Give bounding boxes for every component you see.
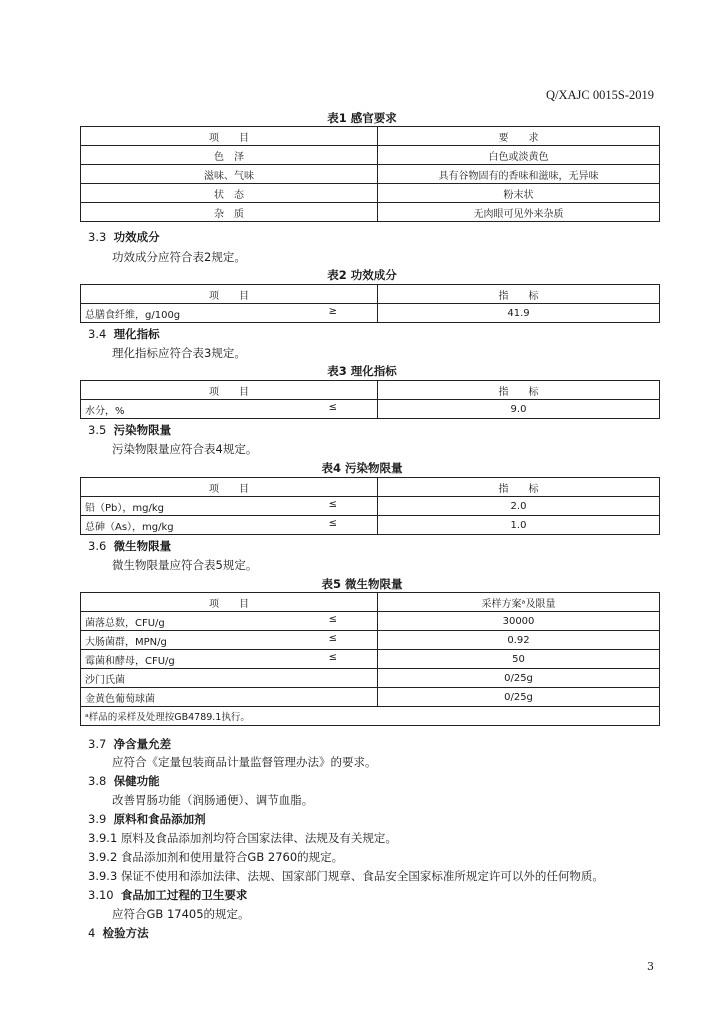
table-header-cell: 采样方案ᵃ及限量 — [378, 593, 660, 612]
table-cell — [81, 688, 378, 707]
table-row — [81, 669, 660, 688]
table-cell — [81, 669, 378, 688]
section-number: 4 — [88, 926, 96, 940]
table-row — [81, 650, 660, 669]
table5-caption: 表5 微生物限量 — [321, 577, 403, 591]
operator: ≤ — [328, 613, 337, 625]
operator: ≥ — [328, 305, 337, 317]
table-cell — [81, 516, 378, 535]
table-cell — [81, 650, 378, 669]
table1-sensory — [80, 126, 660, 222]
table-note: ᵃ样品的采样及处理按GB4789.1执行。 — [81, 707, 660, 726]
table2-efficacy — [80, 284, 660, 323]
table-header-cell: 指 标 — [378, 478, 660, 497]
table-cell: 41.9 — [378, 304, 660, 323]
section-number: 3.5 — [88, 423, 107, 437]
section-number: 3.8 — [88, 774, 107, 788]
clause-3-9-3: 3.9.3 保证不使用和添加法律、法规、国家部门规章、食品安全国家标准所规定许可以外的任何物质。 — [88, 869, 604, 883]
section-heading — [88, 326, 160, 342]
section-title: 净含量允差 — [113, 737, 172, 751]
table-row — [81, 400, 660, 419]
table5-microbial — [80, 592, 660, 726]
clause-3-9-2: 3.9.2 食品添加剂和使用量符合GB 2760的规定。 — [88, 850, 344, 864]
table-cell: 滋味、气味 — [81, 165, 378, 184]
table-cell: 具有谷物固有的香味和滋味，无异味 — [378, 165, 660, 184]
section-number: 3.9 — [88, 812, 107, 826]
section-text: 功效成分应符合表2规定。 — [112, 250, 246, 264]
table-header-row — [81, 381, 660, 400]
table-row — [81, 688, 660, 707]
table-header-cell: 项 目 — [81, 127, 378, 146]
table-cell: 白色或淡黄色 — [378, 146, 660, 165]
item-label: 金黄色葡萄球菌 — [85, 693, 155, 705]
table-row — [81, 516, 660, 535]
table-cell: 30000 — [378, 612, 660, 631]
table-cell: 0/25g — [378, 669, 660, 688]
table-header-cell: 项 目 — [81, 593, 378, 612]
table-note-row — [81, 707, 660, 726]
section-title: 原料和食品添加剂 — [113, 812, 206, 826]
table4-contaminants — [80, 477, 660, 535]
page-number: 3 — [647, 960, 654, 973]
section-heading — [88, 811, 206, 827]
document-code: Q/XAJC 0015S-2019 — [546, 88, 654, 102]
table-cell: 9.0 — [378, 400, 660, 419]
table-row — [81, 184, 660, 203]
table-cell: 杂 质 — [81, 203, 378, 222]
table-cell: 50 — [378, 650, 660, 669]
section-title: 污染物限量 — [113, 423, 172, 437]
section-heading — [88, 887, 247, 903]
item-label: 大肠菌群，MPN/g — [85, 636, 167, 648]
section-text: 应符合《定量包装商品计量监督管理办法》的要求。 — [112, 755, 377, 769]
table-cell — [81, 304, 378, 323]
table-header-cell: 指 标 — [378, 381, 660, 400]
table-cell: 无肉眼可见外来杂质 — [378, 203, 660, 222]
section-title: 检验方法 — [102, 926, 149, 940]
section-text: 微生物限量应符合表5规定。 — [112, 558, 258, 572]
section-heading — [88, 925, 149, 941]
item-label: 菌落总数，CFU/g — [85, 617, 165, 629]
table-cell — [81, 612, 378, 631]
table4-caption: 表4 污染物限量 — [321, 461, 403, 475]
table-row — [81, 631, 660, 650]
item-label: 霉菌和酵母，CFU/g — [85, 655, 175, 667]
table-header-row — [81, 127, 660, 146]
section-heading — [88, 773, 160, 789]
item-label: 铅（Pb），mg/kg — [85, 502, 164, 514]
table3-caption: 表3 理化指标 — [327, 364, 397, 378]
section-title: 微生物限量 — [113, 539, 172, 553]
item-label: 总膳食纤维，g/100g — [85, 309, 181, 321]
section-text: 改善胃肠功能（润肠通便）、调节血脂。 — [112, 793, 314, 807]
section-title: 功效成分 — [113, 230, 160, 244]
item-label: 水分，% — [85, 405, 125, 417]
table-cell — [81, 400, 378, 419]
section-text: 污染物限量应符合表4规定。 — [112, 442, 258, 456]
table1-caption: 表1 感官要求 — [327, 111, 397, 125]
section-text: 应符合GB 17405的规定。 — [112, 907, 250, 921]
table-cell — [81, 631, 378, 650]
table-header-row — [81, 478, 660, 497]
section-heading — [88, 229, 160, 245]
table-row — [81, 612, 660, 631]
section-heading — [88, 538, 171, 554]
section-title: 食品加工过程的卫生要求 — [120, 888, 248, 902]
operator: ≤ — [328, 401, 337, 413]
table-header-cell: 项 目 — [81, 478, 378, 497]
table-header-row — [81, 285, 660, 304]
item-label: 总砷（As），mg/kg — [85, 521, 174, 533]
table-row — [81, 304, 660, 323]
table-cell: 0/25g — [378, 688, 660, 707]
table-cell: 粉末状 — [378, 184, 660, 203]
table-header-cell: 项 目 — [81, 381, 378, 400]
table-cell: 0.92 — [378, 631, 660, 650]
table-row — [81, 165, 660, 184]
table-cell: 色 泽 — [81, 146, 378, 165]
table-cell: 状 态 — [81, 184, 378, 203]
section-heading — [88, 422, 171, 438]
section-heading — [88, 736, 171, 752]
section-number: 3.3 — [88, 230, 107, 244]
clause-3-9-1: 3.9.1 原料及食品添加剂均符合国家法律、法规及有关规定。 — [88, 831, 397, 845]
table-cell — [81, 497, 378, 516]
operator: ≤ — [328, 498, 337, 510]
table-header-cell: 要 求 — [378, 127, 660, 146]
table2-caption: 表2 功效成分 — [327, 268, 397, 282]
operator: ≤ — [328, 517, 337, 529]
table3-physicochemical — [80, 380, 660, 419]
table-cell: 1.0 — [378, 516, 660, 535]
operator: ≤ — [328, 651, 337, 663]
table-header-row — [81, 593, 660, 612]
table-row — [81, 203, 660, 222]
section-number: 3.4 — [88, 327, 107, 341]
table-row — [81, 146, 660, 165]
table-header-cell: 项 目 — [81, 285, 378, 304]
table-header-cell: 指 标 — [378, 285, 660, 304]
table-row — [81, 497, 660, 516]
section-title: 保健功能 — [113, 774, 160, 788]
item-label: 沙门氏菌 — [85, 674, 125, 686]
table-cell: 2.0 — [378, 497, 660, 516]
section-number: 3.10 — [88, 888, 114, 902]
section-number: 3.6 — [88, 539, 107, 553]
section-text: 理化指标应符合表3规定。 — [112, 346, 246, 360]
section-number: 3.7 — [88, 737, 107, 751]
section-title: 理化指标 — [113, 327, 160, 341]
operator: ≤ — [328, 632, 337, 644]
